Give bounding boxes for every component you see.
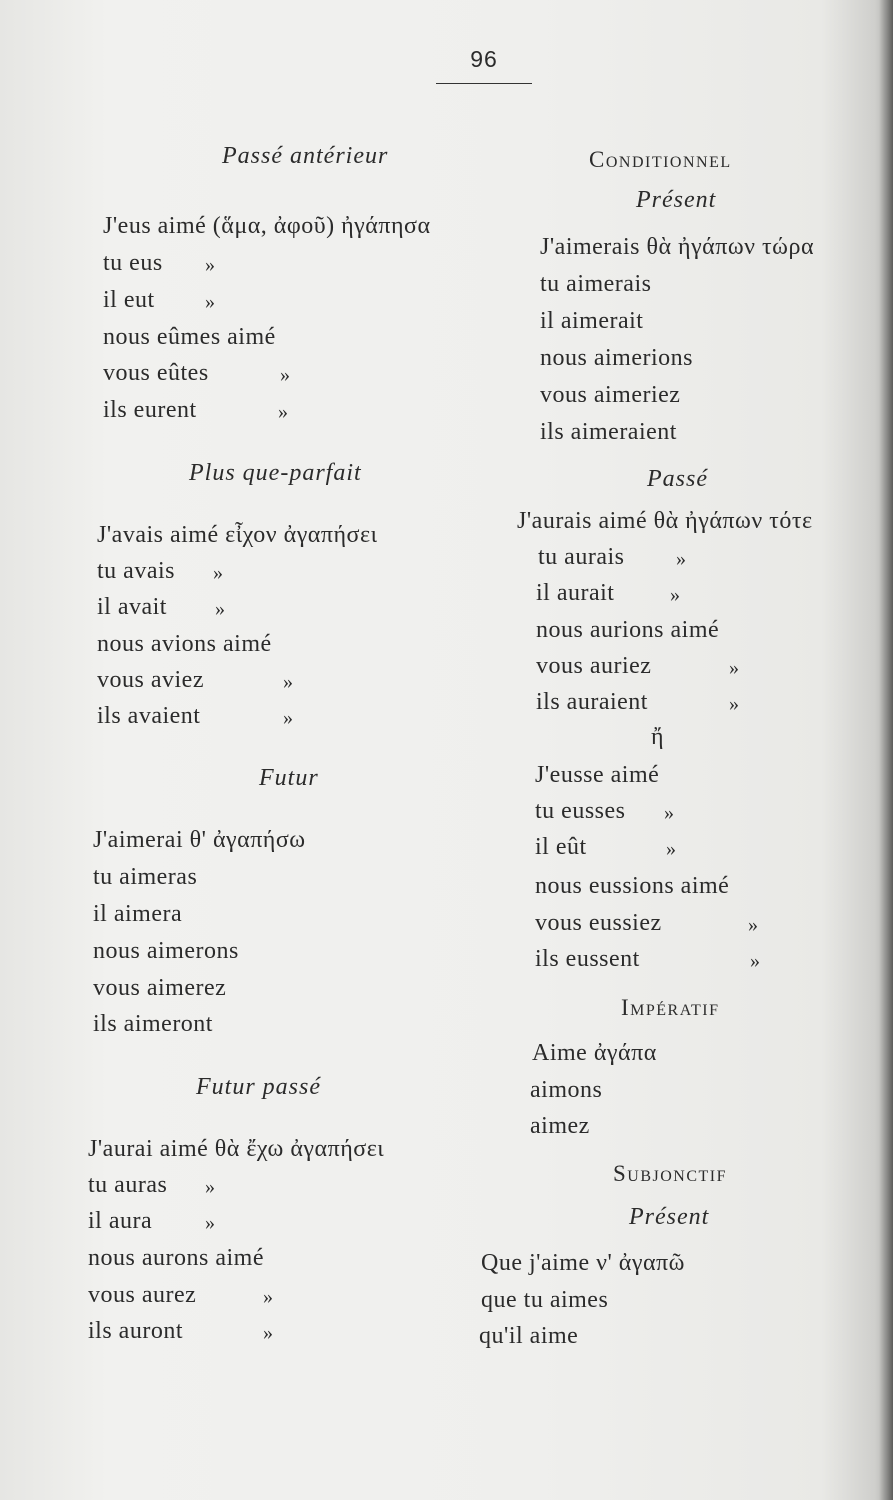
ditto-mark: » <box>283 707 293 729</box>
heading-subjonctif: Subjonctif <box>613 1161 728 1186</box>
line-tu-eusses: tu eusses <box>535 798 626 824</box>
line-vous-aviez: vous aviez <box>97 667 204 693</box>
line-ils-aimeraient: ils aimeraient <box>540 419 677 445</box>
line-jeus-aime: J'eus aimé (ἅμα, ἀφοῦ) ἠγάπησα <box>103 213 431 239</box>
ditto-mark: » <box>283 671 293 693</box>
line-ils-auraient: ils auraient <box>536 689 648 715</box>
line-que-jaime: Que j'aime ν' ἀγαπῶ <box>481 1250 685 1276</box>
ditto-mark: » <box>205 291 215 313</box>
line-jaimerais: J'aimerais θὰ ἠγάπων τώρα <box>540 234 815 260</box>
page-gutter-shadow <box>879 0 893 1500</box>
line-vous-aurez: vous aurez <box>88 1282 197 1308</box>
line-ils-avaient: ils avaient <box>97 703 201 729</box>
heading-plus-que-parfait: Plus que-parfait <box>189 460 362 486</box>
ditto-mark: » <box>263 1322 273 1344</box>
line-tu-eus: tu eus <box>103 250 163 276</box>
line-nous-avions: nous avions aimé <box>97 631 272 657</box>
heading-imperatif: Impératif <box>621 995 720 1020</box>
line-tu-avais: tu avais <box>97 558 175 584</box>
heading-futur-passe: Futur passé <box>196 1074 321 1100</box>
heading-subj-present: Présent <box>629 1204 710 1230</box>
ditto-mark: » <box>205 1212 215 1234</box>
heading-cond-passe: Passé <box>647 466 708 492</box>
line-jaimerai: J'aimerai θ' ἀγαπήσω <box>93 827 306 853</box>
ditto-mark: » <box>676 548 686 570</box>
ditto-mark: » <box>750 950 760 972</box>
line-ils-eussent: ils eussent <box>535 946 640 972</box>
ditto-mark: » <box>664 802 674 824</box>
line-ils-aimeront: ils aimeront <box>93 1011 213 1037</box>
page-number: 96 <box>470 46 498 72</box>
ditto-mark: » <box>280 364 290 386</box>
ditto-mark: » <box>666 838 676 860</box>
line-tu-aimeras: tu aimeras <box>93 864 198 890</box>
heading-futur: Futur <box>259 765 319 791</box>
line-aimons: aimons <box>530 1077 603 1103</box>
heading-passe-anterieur: Passé antérieur <box>222 143 389 169</box>
line-jaurais-aime: J'aurais aimé θὰ ἠγάπων τότε <box>517 508 813 534</box>
line-il-aimerait: il aimerait <box>540 308 644 334</box>
ditto-mark: » <box>670 584 680 606</box>
line-nous-aurons: nous aurons aimé <box>88 1245 264 1271</box>
line-vous-aimeriez: vous aimeriez <box>540 382 681 408</box>
line-javais-aime: J'avais aimé εἶχον ἀγαπήσει <box>97 522 378 548</box>
line-vous-eussiez: vous eussiez <box>535 910 662 936</box>
line-il-aura: il aura <box>88 1208 153 1234</box>
line-il-aurait: il aurait <box>536 580 615 606</box>
line-or-word: ἤ <box>651 724 665 750</box>
line-nous-aimerions: nous aimerions <box>540 345 693 371</box>
line-il-eut-subj: il eût <box>535 834 587 860</box>
line-aime: Aime ἀγάπα <box>532 1040 657 1066</box>
line-vous-aimerez: vous aimerez <box>93 975 227 1001</box>
line-jeusse-aime: J'eusse aimé <box>535 762 660 788</box>
ditto-mark: » <box>205 1176 215 1198</box>
line-il-avait: il avait <box>97 594 167 620</box>
line-il-eut: il eut <box>103 287 155 313</box>
ditto-mark: » <box>213 562 223 584</box>
heading-conditionnel: Conditionnel <box>589 147 732 172</box>
line-ils-eurent: ils eurent <box>103 397 197 423</box>
line-que-tu-aimes: que tu aimes <box>481 1287 609 1313</box>
line-il-aimera: il aimera <box>93 901 183 927</box>
line-nous-aurions: nous aurions aimé <box>536 617 720 643</box>
ditto-mark: » <box>205 254 215 276</box>
ditto-mark: » <box>263 1286 273 1308</box>
ditto-mark: » <box>748 914 758 936</box>
line-nous-eussions: nous eussions aimé <box>535 873 730 899</box>
line-vous-auriez: vous auriez <box>536 653 652 679</box>
heading-cond-present: Présent <box>636 187 717 213</box>
line-aimez: aimez <box>530 1113 590 1139</box>
ditto-mark: » <box>278 401 288 423</box>
line-jaurai-aime: J'aurai aimé θὰ ἔχω ἀγαπήσει <box>88 1136 385 1162</box>
line-tu-aurais: tu aurais <box>538 544 625 570</box>
line-tu-aimerais: tu aimerais <box>540 271 652 297</box>
line-vous-eutes: vous eûtes <box>103 360 209 386</box>
line-nous-eumes: nous eûmes aimé <box>103 324 276 350</box>
line-quil-aime: qu'il aime <box>479 1323 579 1349</box>
line-nous-aimerons: nous aimerons <box>93 938 239 964</box>
page-number-rule <box>436 83 532 84</box>
ditto-mark: » <box>215 598 225 620</box>
ditto-mark: » <box>729 657 739 679</box>
ditto-mark: » <box>729 693 739 715</box>
line-ils-auront: ils auront <box>88 1318 183 1344</box>
line-tu-auras: tu auras <box>88 1172 168 1198</box>
